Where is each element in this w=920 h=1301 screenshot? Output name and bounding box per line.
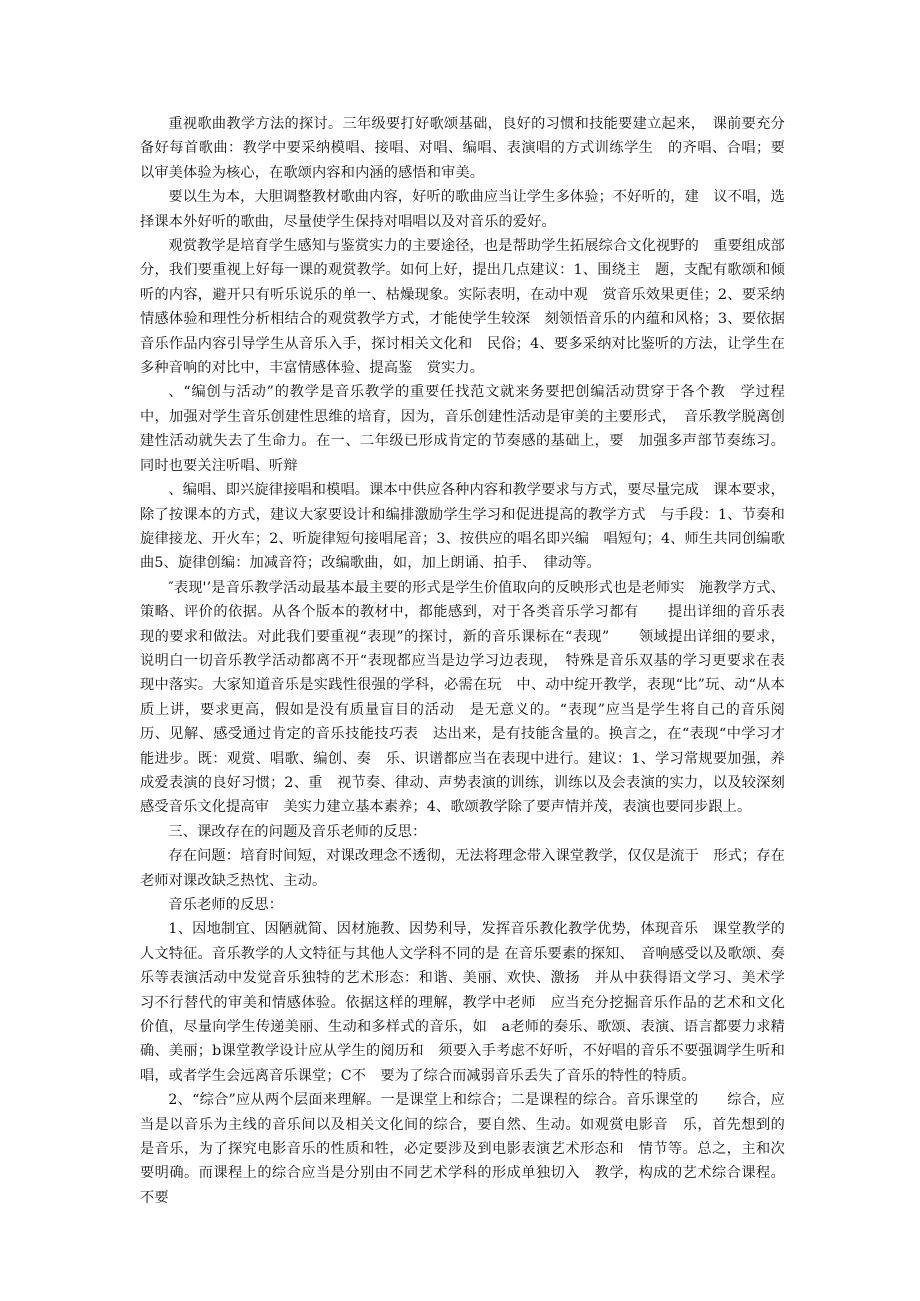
- paragraph-reflection-2: 2、“综合”应从两个层面来理解。一是课堂上和综合；二是课程的综合。音乐课堂的 综合，应当是以音乐为主线的音乐间以及相关文化间的综合，要自然、生动。如观赏电影音 乐，首先想到的是音乐，为了探究电影音乐的性质和牲，必定要涉及到电影表演艺术形态和 情节等。总之，主和次要明确。而课程上的综合应当是分别由不同艺术学科的形成单独切入 教学，构成的艺术综合课程。不要: [140, 1092, 785, 1206]
- document-page: [140, 112, 785, 1210]
- paragraph-creation-activity: 、“编创与活动”的教学是音乐教学的重要任找范文就来务要把创编活动贯穿于各个教 学过程中，加强对学生音乐创建性思维的培育，因为，音乐创建性活动是审美的主要形式， 音乐教学脱离创建性活动就失去了生命力。在一、二年级已形成肯定的节奏感的基础上，要 加强多声部节奏练习。同时也要关注听唱、听辩: [140, 384, 785, 474]
- paragraph-improvisation: 、编唱、即兴旋律接唱和模唱。课本中供应各种内容和教学要求与方式，要尽量完成 课本要求，除了按课本的方式，建议大家要设计和编排激励学生学习和促进提高的教学方式 与手段：1、节奏和旋律接龙、开火车；2、听旋律短句接唱尾音；3、按供应的唱名即兴编 唱短句；4、师生共同创编歌曲5、旋律创编：加减音符；改编歌曲，如，加上朗诵、拍手、 律动等。: [140, 482, 785, 572]
- paragraph-performance: ″表现'’是音乐教学活动最基本最主要的形式是学生价值取向的反映形式也是老师实 施教学方式、策略、评价的依据。从各个版本的教材中，都能感到，对于各类音乐学习都有 提出详细的音乐表现的要求和做法。对此我们要重视“表现”的探讨，新的音乐课标在“表现” 领域提出详细的要求，说明白一切音乐教学活动都离不开“表现都应当是边学习边表现， 特殊是音乐双基的学习更要求在表现中落实。大家知道音乐是实践性很强的学科，必需在玩 中、动中绽开教学，表现“比”玩、动“从本质上讲，要求更高，假如是没有质量盲目的活动 是无意义的。“表现”应当是学生将自己的音乐阅历、见解、感受通过肯定的音乐技能技巧表 达出来，是有技能含量的。换言之，在“表现“中学习才能进步。既：观赏、唱歌、编创、奏 乐、识谱都应当在表现中进行。建议：1、学习常规要加强，养成爱表演的良好习惯；2、重 视节奏、律动、声势表演的训练，训练以及会表演的实力，以及较深刻感受音乐文化提高审 美实力建立基本素养；4、歌颂教学除了要声情并茂，表演也要同步跟上。: [140, 579, 785, 816]
- subheading-teacher-reflection: 音乐老师的反思：: [168, 897, 284, 913]
- paragraph-appreciation-teaching: 观赏教学是培育学生感知与鉴赏实力的主要途径，也是帮助学生拓展综合文化视野的 重要组成部分，我们要重视上好每一课的观赏教学。如何上好，提出几点建议：1、围绕主 题，支配有歌颂和倾听的内容，避开只有听乐说乐的单一、枯燥现象。实际表明，在动中观 赏音乐效果更佳；2、要采纳情感体验和理性分析相结合的观赏教学方式，才能使学生较深 刻领悟音乐的内蕴和风格；3、要依据音乐作品内容引导学生从音乐入手，探讨相关文化和 民俗；4、要多采纳对比鉴听的方法，让学生在多种音响的对比中，丰富情感体验、提高鉴 赏实力。: [140, 238, 785, 377]
- paragraph-song-teaching: 重视歌曲教学方法的探讨。三年级要打好歌颂基础，良好的习惯和技能要建立起来， 课前要充分备好每首歌曲：教学中要采纳模唱、接唱、对唱、编唱、表演唱的方式训练学生 的齐唱、合唱；要以审美体验为核心，在歌颂内容和内涵的感悟和审美。: [140, 116, 785, 181]
- section-heading-problems: 三、课改存在的问题及音乐老师的反思：: [168, 823, 427, 840]
- paragraph-existing-problems: 存在问题：培育时间短，对课改理念不透彻，无法将理念带入课堂教学，仅仅是流于 形式；存在老师对课改缺乏热忱、主动。: [140, 848, 785, 889]
- paragraph-reflection-1: 1、因地制宜、因陋就简、因材施教、因势利导，发挥音乐教化教学优势，体现音乐 课堂教学的人文特征。音乐教学的人文特征与其他人文学科不同的是 在音乐要素的探知、 音响感受以及歌颂、奏乐等表演活动中发觉音乐独特的艺术形态：和谐、美丽、欢快、激扬 并从中获得语文学习、美术学习不行替代的审美和情感体验。依据这样的理解，教学中老师 应当充分挖掘音乐作品的艺术和文化价值，尽量向学生传递美丽、生动和多样式的音乐，如 a老师的奏乐、歌颂、表演、语言都要力求精确、美丽；b课堂教学设计应从学生的阅历和 须要入手考虑不好听，不好唱的音乐不要强调学生听和唱，或者学生会远离音乐课堂；C不 要为了综合而减弱音乐丢失了音乐的特性的特质。: [140, 921, 785, 1084]
- paragraph-student-centered: 要以生为本，大胆调整教材歌曲内容，好听的歌曲应当让学生多体验；不好听的，建 议不唱，选择课本外好听的歌曲，尽量使学生保持对唱唱以及对音乐的爱好。: [140, 189, 785, 230]
